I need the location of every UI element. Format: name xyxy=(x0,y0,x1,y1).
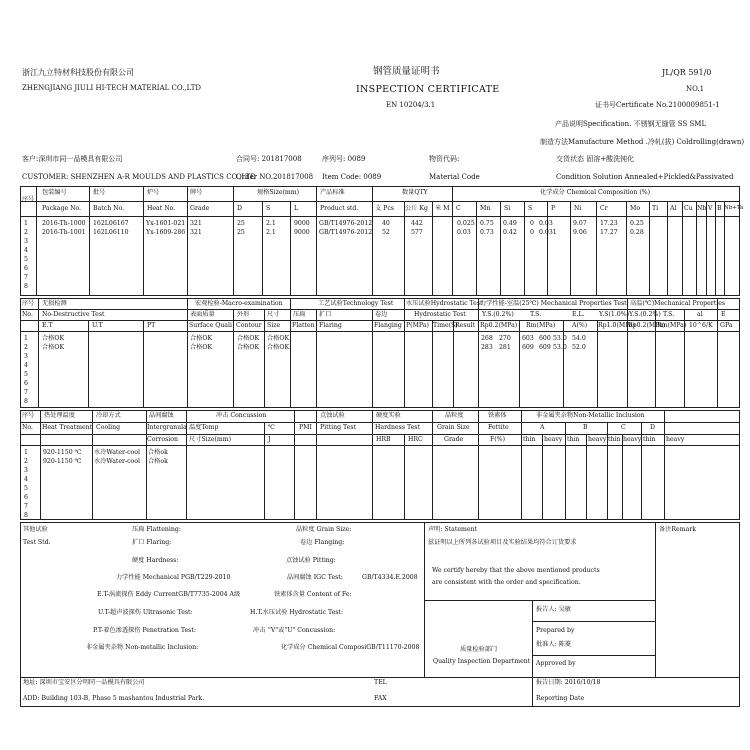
t1-h-batch: Batch No. xyxy=(93,205,125,212)
t2-tech: 工艺试验Technology Test xyxy=(318,300,394,307)
cell: 321 xyxy=(190,229,202,236)
t1-h-l: L xyxy=(294,205,299,212)
t3-c-thin: thin xyxy=(608,436,621,443)
customer-cn: 客户:深圳市同一品模具有限公司 xyxy=(22,155,123,163)
t2-hydro: 水压试验Hydrostatic Test xyxy=(406,300,483,307)
t3-row-num: 8 xyxy=(24,512,28,519)
approved-by-cn: 批准人: 陈菱 xyxy=(536,641,571,648)
cell: 442 xyxy=(411,220,423,227)
t2-a: A(%) xyxy=(572,322,588,329)
contract-no: 合同号: 201817008 xyxy=(236,155,302,163)
t1-h-batch-cn: 批号 xyxy=(93,189,106,196)
cell: 577 xyxy=(411,229,423,236)
t1-row-num: 4 xyxy=(24,247,28,254)
t3-row-num: 3 xyxy=(24,467,28,474)
cell: 合格OK xyxy=(42,344,65,351)
report-date-en: Reporting Date xyxy=(536,695,585,702)
ferrite-label: 铁素体含量 Content of Fe: xyxy=(274,591,352,598)
t2-surf-cn: 表面质量 xyxy=(190,311,215,318)
el-ni: Ni xyxy=(574,205,582,212)
t1-h-size: 规格Size(mm) xyxy=(257,189,300,196)
material-code-cn: 物资代码: xyxy=(429,155,460,163)
cell: 281 xyxy=(499,344,511,351)
t2-row-num: 6 xyxy=(24,380,28,387)
t3-d-heavy: heavy xyxy=(666,436,685,443)
statement-cn: 兹证明以上所列各试验项目及实验结果均符合订货要求 xyxy=(428,539,577,546)
t2-flare: Flaring xyxy=(319,322,342,329)
cell: 920-1150 ℃ xyxy=(43,449,82,456)
el-s: S xyxy=(528,205,533,212)
customer-en: CUSTOMER: SHENZHEN A-R MOULDS AND PLASTICS CO.,LTD xyxy=(22,173,256,181)
cell: 600 xyxy=(539,335,551,342)
t2-pmpa: P(MPa) xyxy=(406,322,429,329)
cell: 270 xyxy=(499,335,511,342)
cell: 2 xyxy=(24,458,28,465)
statement-en-1: We certify hereby that the above mentioned products xyxy=(432,567,600,574)
remark: 备注Remark xyxy=(659,526,696,533)
t3-col-c: C xyxy=(621,424,626,431)
certificate-no: 证书号Certificate No.2100009851-1 xyxy=(595,101,720,109)
t2-rm: Rm(MPa) xyxy=(526,322,556,329)
cell: Yx-1601-021 xyxy=(146,220,186,227)
t2-ys: Y.S.(0.2%) xyxy=(482,311,514,318)
serial-no: 序列号: 0089 xyxy=(322,155,366,163)
t2-row-num: 5 xyxy=(24,371,28,378)
el-mo: Mo xyxy=(630,205,641,212)
t3-ig: Intergranula xyxy=(147,424,187,431)
t2-el: E.L. xyxy=(572,311,585,318)
t1-h-heat: Heat No. xyxy=(147,205,176,212)
t3-row-num: 5 xyxy=(24,485,28,492)
flattening-label: 压扁 Flattening: xyxy=(132,526,181,533)
t2-h-seq: 序号 xyxy=(22,300,35,307)
el-c: C xyxy=(456,205,461,212)
t2-flange-cn: 卷边 xyxy=(375,311,388,318)
cell: 162L06167 xyxy=(93,220,129,227)
cell: 0.28 xyxy=(630,229,644,236)
t3-heat: Heat Treatment xyxy=(42,424,93,431)
cell: 54.0 xyxy=(572,335,586,342)
pitting-label: 点蚀试验 Pitting: xyxy=(286,557,336,564)
t1-row-num: 8 xyxy=(24,283,28,290)
el-cr: Cr xyxy=(600,205,608,212)
prepared-by-cn: 报告人: 吴敏 xyxy=(536,606,571,613)
report-date-cn: 报告日期: 2016/10/18 xyxy=(536,679,601,686)
manufacture-method: 制造方法Manufacture Method .冷轧(拔) Coldrolling(drawn) xyxy=(540,138,745,146)
cell: 268 xyxy=(481,335,493,342)
igc-std: GB/T4334.E.2008 xyxy=(362,574,418,581)
t3-b-thin: thin xyxy=(567,436,580,443)
t2-time: Time(S) xyxy=(433,322,458,329)
t3-nmi: 非金属夹杂物Non-Metallic Inclusion xyxy=(536,412,645,419)
page-number: NO.1 xyxy=(686,85,705,93)
t1-h-pcs: 支 Pcs xyxy=(375,205,394,212)
cell: 321 xyxy=(190,220,202,227)
t3-deg: ℃ xyxy=(268,424,275,431)
t3-pit: Pitting Test xyxy=(320,424,356,431)
delivery-condition-en: Condition Solution Annealed+Pickled&Passivated xyxy=(556,173,734,181)
t2-gpa: GPa xyxy=(720,322,733,329)
t2-pt: PT xyxy=(147,322,156,329)
eddy-current-label: E.T-涡流探伤 Eddy CurrentGB/T7735-2004 A级 xyxy=(97,591,241,598)
t1-h-kg: 公斤 Kg xyxy=(405,205,428,212)
t1-h-chem: 化学成分 Chemical Composition (%) xyxy=(540,189,651,196)
cell: 0.03 xyxy=(539,220,553,227)
t1-row-num: 6 xyxy=(24,265,28,272)
igc-label: 晶间腐蚀 IGC Test: xyxy=(287,574,343,581)
cell: 0 xyxy=(530,229,534,236)
cell: 合格OK xyxy=(190,335,213,342)
material-code-en: Material Code xyxy=(429,173,480,181)
hardness-label: 硬度 Hardness: xyxy=(132,557,179,564)
t3-col-a: A xyxy=(540,424,545,431)
other-tests-cn: 其他试验 xyxy=(23,526,48,533)
t2-hydro-en: Hydrostatic Test xyxy=(414,311,466,318)
t2-ut: U.T xyxy=(92,322,103,329)
cell: 17.27 xyxy=(600,229,618,236)
t1-h-s: S xyxy=(266,205,271,212)
item-code: Item Code: 0089 xyxy=(322,173,382,181)
el-nbta: Nb+Ta xyxy=(724,205,744,211)
t3-hrc: HRC xyxy=(408,436,423,443)
t3-grain-cn: 晶粒度 xyxy=(445,412,464,419)
t1-h-grade-cn: 牌号 xyxy=(190,189,203,196)
t3-h-seq: 序号 xyxy=(22,412,35,419)
cell: 0.75 xyxy=(480,220,494,227)
t2-e: E xyxy=(721,311,726,318)
t3-heat-cn: 热处理温度 xyxy=(44,412,75,419)
t1-h-std-cn: 产品标准 xyxy=(320,189,345,196)
impact-prefix: 冲击 xyxy=(253,627,266,634)
cell: 283 xyxy=(481,344,493,351)
address-en: ADD: Building 103-B, Phase 5 mashantou Industrial Park. xyxy=(23,695,205,702)
standard: EN 10204/3.1 xyxy=(386,101,436,109)
t3-hard-cn: 硬度实验 xyxy=(376,412,401,419)
t2-size-cn: 尺寸 xyxy=(267,311,280,318)
t3-fer: Fettite xyxy=(488,424,509,431)
t2-rp02b: Rp0.2(MPa) xyxy=(628,322,666,329)
cell: 水冷Water-cool xyxy=(94,449,140,456)
t3-a-thin: thin xyxy=(523,436,536,443)
t2-surf-en: Surface Quali xyxy=(189,322,232,329)
qid-cn: 质量检验部门 xyxy=(460,646,498,653)
cell: Yx-1609-286 xyxy=(146,229,186,236)
t3-hard: Hardness Test xyxy=(375,424,420,431)
t2-alu: 10^6/K xyxy=(689,322,713,329)
t3-row-num: 6 xyxy=(24,494,28,501)
t2-row-num: 7 xyxy=(24,389,28,396)
t2-flat-cn: 压扁 xyxy=(293,311,306,318)
t2-row-num: 8 xyxy=(24,398,28,405)
t2-ndt-cn: 无损检测 xyxy=(42,300,67,307)
t2-ts2: T.S. xyxy=(663,311,675,318)
t3-grade: Grade xyxy=(444,436,464,443)
t1-h-grade: Grade xyxy=(190,205,210,212)
t1-h-m: 米 M xyxy=(435,205,450,212)
cell: 9000 xyxy=(294,220,310,227)
el-al: Al xyxy=(670,205,677,212)
hydrostatic-label: H.T.水压试验 Hydrostatic Test: xyxy=(250,609,344,616)
t3-temp: 温度Temp xyxy=(189,424,219,431)
t1-h-qty: 数量QTY xyxy=(402,189,428,196)
t2-rp02: Rp0.2(MPa) xyxy=(480,322,518,329)
cell: 162L06110 xyxy=(93,229,129,236)
t2-ts: T.S. xyxy=(530,311,542,318)
cell: 609 xyxy=(522,344,534,351)
t2-shape-en: Contour xyxy=(236,322,262,329)
t2-rp1: Rp1.0(MPa) xyxy=(598,322,636,329)
chemical-label: 化学成分 Chemical ComposiGB/T11170-2008 xyxy=(281,644,420,651)
t2-mech: 力学性能-室温(25℃) Mechanical Properties Test xyxy=(480,300,627,307)
cell: 609 xyxy=(539,344,551,351)
t3-col-b: B xyxy=(583,424,588,431)
cell: 合格OK xyxy=(42,335,65,342)
cell: 52.0 xyxy=(572,344,586,351)
concussion-label: "V"或"U" Concussion: xyxy=(268,627,336,634)
specification: 产品说明Specification. 不锈钢无缝管 SS SML xyxy=(555,120,707,128)
cell: 0.73 xyxy=(480,229,494,236)
cell: 17.23 xyxy=(600,220,618,227)
t2-flat: Flatten xyxy=(292,322,315,329)
title-en: INSPECTION CERTIFICATE xyxy=(356,84,500,95)
t2-result: Result xyxy=(455,322,475,329)
t1-row-num: 7 xyxy=(24,274,28,281)
cell: 2.1 xyxy=(266,229,276,236)
cell: 0.25 xyxy=(630,220,644,227)
cell: 2 xyxy=(24,344,28,351)
cell: 0.49 xyxy=(503,220,517,227)
t2-size-en: Size xyxy=(267,322,281,329)
t1-h-pkg: Package No. xyxy=(42,205,82,212)
t3-j: J xyxy=(268,436,271,443)
company-name-en: ZHENGJIANG JIULI HI-TECH MATERIAL CO.,LTD xyxy=(22,84,201,92)
cell: 9.07 xyxy=(573,220,587,227)
t2-ys02: Y.S.(0.2%) xyxy=(629,311,661,318)
cell: 合格ok xyxy=(148,458,168,465)
product-table xyxy=(20,186,740,296)
t3-b-heavy: heavy xyxy=(588,436,607,443)
cell: 合格OK xyxy=(190,344,213,351)
cell: 53.0 xyxy=(553,335,567,342)
t3-c-heavy: heavy xyxy=(623,436,642,443)
delivery-condition-cn: 交货状态 固溶+酸洗钝化 xyxy=(556,155,635,163)
other-tests-en: Test Std. xyxy=(23,539,51,546)
t3-a-heavy: heavy xyxy=(544,436,563,443)
el-nb: Nb xyxy=(697,205,707,212)
grain-size-label: 晶粒度 Grain Size: xyxy=(296,526,352,533)
cell: 1 xyxy=(24,335,28,342)
t3-hrb: HRB xyxy=(376,436,391,443)
cell: 40 xyxy=(382,220,390,227)
t3-d-thin: thin xyxy=(643,436,656,443)
penetration-label: P.T-着色渗透探伤 Penetration Test: xyxy=(93,627,196,634)
t1-h-seq: 序号 xyxy=(22,196,35,203)
t3-fer-cn: 铁素体 xyxy=(488,412,507,419)
t1-row-num: 5 xyxy=(24,256,28,263)
cell: 合格OK xyxy=(237,335,260,342)
fax-label: FAX xyxy=(374,695,387,702)
t2-flare-cn: 扩口 xyxy=(319,311,332,318)
t2-flange: Flanging xyxy=(374,322,402,329)
cell: 水冷Water-cool xyxy=(94,458,140,465)
approved-by-en: Approved by xyxy=(536,660,576,667)
cell: 920-1150 ℃ xyxy=(43,458,82,465)
t1-h-pkg-cn: 包装编号 xyxy=(42,189,67,196)
el-b: B xyxy=(717,205,722,212)
statement-heading: 声明: Statement xyxy=(428,526,477,533)
el-cu: Cu xyxy=(684,205,693,212)
t3-fpct: F(%) xyxy=(490,436,506,443)
cell: 2 xyxy=(24,229,28,236)
t2-mech-high: 高温(℃)Mechanical Properties xyxy=(630,300,726,307)
t2-row-num: 4 xyxy=(24,362,28,369)
cell: 2016-Th-1000 xyxy=(42,220,86,227)
cell: 1 xyxy=(24,449,28,456)
t3-size: 尺寸Size(mm) xyxy=(189,436,232,443)
el-mn: Mn xyxy=(480,205,491,212)
ultrasonic-label: U.T-超声波探伤 Ultrasonic Test: xyxy=(98,609,193,616)
cell: 0 xyxy=(530,220,534,227)
el-p: P xyxy=(551,205,556,212)
t2-ys1: Y.S(1.0%) xyxy=(599,311,630,318)
cell: 2.1 xyxy=(266,220,276,227)
t3-row-num: 7 xyxy=(24,503,28,510)
t3-ig-cn: 晶间腐蚀 xyxy=(149,412,174,419)
cell: 25 xyxy=(237,229,245,236)
cell: 0.42 xyxy=(503,229,517,236)
order-no: Order NO.201817008 xyxy=(236,173,314,181)
cell: 合格ok xyxy=(148,449,168,456)
prepared-by-en: Prepared by xyxy=(536,627,575,634)
t3-corr: Corrosion xyxy=(147,436,178,443)
t3-pit-cn: 点蚀试验 xyxy=(320,412,345,419)
t2-macro: 宏观检验-Macro-examination xyxy=(195,300,283,307)
tel-label: TEL xyxy=(374,679,387,686)
cell: 合格OK xyxy=(237,344,260,351)
t2-row-num: 3 xyxy=(24,353,28,360)
t3-row-num: 4 xyxy=(24,476,28,483)
t3-cool-cn: 冷却方式 xyxy=(96,412,121,419)
t1-h-std: Product std. xyxy=(320,205,359,212)
flaring-label: 扩口 Flaring: xyxy=(132,539,172,546)
el-si: Si xyxy=(504,205,511,212)
address-cn: 地址: 深圳市宝安区分明同一品模具有限公司 xyxy=(23,679,145,686)
mechanical-label: 力学性能 Mechanical PGB/T229-2010 xyxy=(116,574,231,581)
t3-pmi: PMI xyxy=(299,424,312,431)
cell: 25 xyxy=(237,220,245,227)
t2-h-no: No. xyxy=(22,311,33,318)
cell: GB/T14976-2012 xyxy=(319,229,373,236)
qid-en: Quality Inspection Department xyxy=(433,658,531,665)
cell: 0.025 xyxy=(457,220,475,227)
cell: 53.0 xyxy=(553,344,567,351)
non-metallic-label: 非金属夹杂物 Non-metallic Inclusion: xyxy=(86,644,199,651)
statement-en-2: are consistent with the order and specification. xyxy=(432,579,581,586)
cell: GB/T14976-2012 xyxy=(319,220,373,227)
flanging-label: 卷边 Flanging: xyxy=(300,539,345,546)
t3-impact: 冲击 Concussion xyxy=(216,412,267,419)
cell: 9000 xyxy=(294,229,310,236)
t2-ndt: No-Destructive Test xyxy=(42,311,105,318)
company-name-cn: 浙江九立特材科技股份有限公司 xyxy=(22,68,134,77)
cell: 合格OK xyxy=(267,344,290,351)
t1-h-heat-cn: 炉号 xyxy=(147,189,160,196)
t3-h-no: No. xyxy=(22,424,33,431)
t2-shape-cn: 外形 xyxy=(237,311,250,318)
el-ti: Ti xyxy=(652,205,659,212)
cell: 0.031 xyxy=(539,229,557,236)
t2-rm2: Rm(MPa) xyxy=(657,322,687,329)
t3-col-d: D xyxy=(650,424,655,431)
cell: 603 xyxy=(522,335,534,342)
t3-grain: Grain Size xyxy=(437,424,470,431)
t1-h-d: D xyxy=(237,205,242,212)
el-v: V xyxy=(708,205,713,212)
cell: 2016-Th-1001 xyxy=(42,229,86,236)
t3-cool: Cooling xyxy=(96,424,121,431)
form-code: JL/QR 591/0 xyxy=(662,68,712,77)
title-cn: 钢管质量证明书 xyxy=(373,66,440,77)
cell: 9.06 xyxy=(573,229,587,236)
cell: 合格OK xyxy=(267,335,290,342)
cell: 52 xyxy=(382,229,390,236)
t2-al: al xyxy=(697,311,703,318)
t1-row-num: 3 xyxy=(24,238,28,245)
cell: 0.03 xyxy=(457,229,471,236)
t2-et: E.T xyxy=(42,322,53,329)
cell: 1 xyxy=(24,220,28,227)
